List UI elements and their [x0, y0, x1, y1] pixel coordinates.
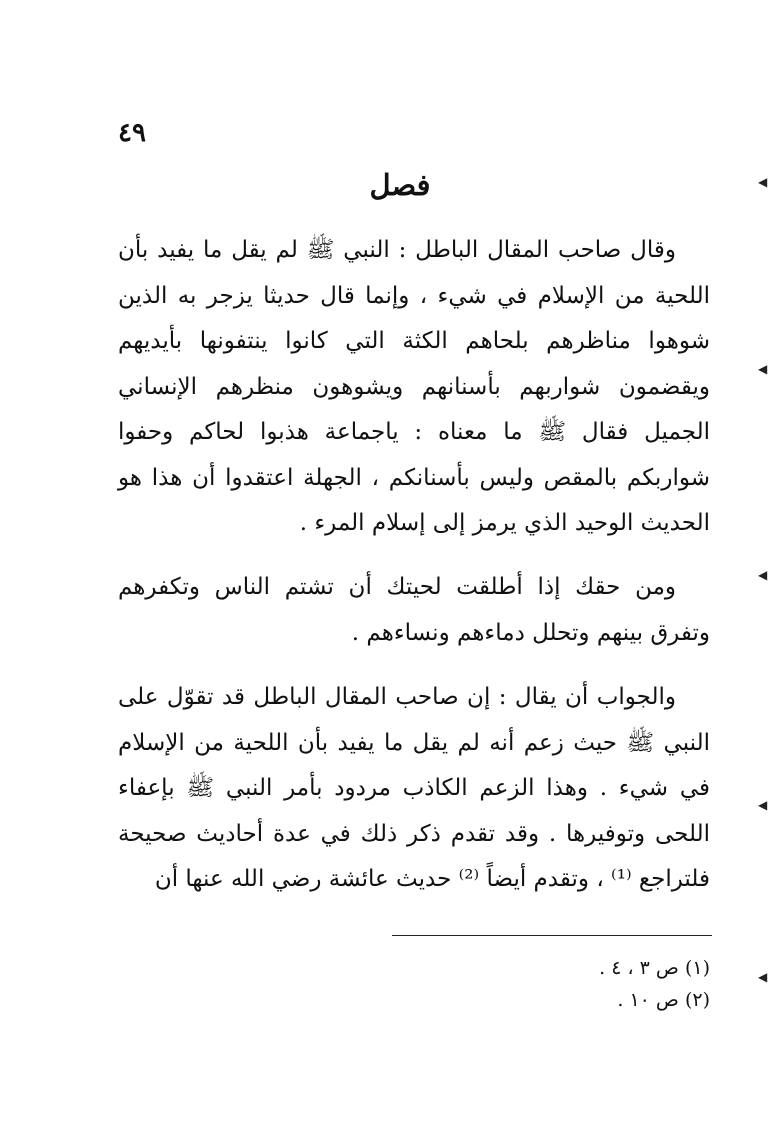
margin-arrow-icon: ◀ — [758, 568, 768, 582]
footnotes — [392, 952, 710, 1016]
paragraph-3 — [118, 675, 710, 903]
footnote-2: (٢) ص ١٠ . — [617, 989, 710, 1011]
footnote-divider — [392, 935, 712, 936]
margin-arrow-icon: ◀ — [758, 970, 768, 984]
page-number: ٤٩ — [118, 118, 146, 148]
paragraph-text: ومن حقك إذا أطلقت لحيتك أن تشتم الناس وتكفرهم وتفرق بينهم وتحلل دماءهم ونساءهم . — [118, 574, 710, 646]
margin-arrow-icon: ◀ — [758, 362, 768, 376]
margin-arrow-icon: ◀ — [758, 175, 768, 189]
paragraph-text: والجواب أن يقال : إن صاحب المقال الباطل قد تقوّل على النبي ﷺ حيث زعم أنه لم يقل ما يفيد بأن اللحية من الإسلام في شيء . وهذا الزعم الكاذب مردود بأمر النبي ﷺ بإعفاء اللحى وتوفيرها . وقد تقدم ذكر ذلك في عدة أحاديث صحيحة فلتراجع ⁽¹⁾ ، وتقدم أيضاً ⁽²⁾ حديث عائشة رضي الله عنها أن — [118, 684, 710, 892]
chapter-title: فصل — [369, 168, 431, 202]
paragraph-2 — [118, 565, 710, 656]
paragraph-1 — [118, 228, 710, 547]
margin-arrow-icon: ◀ — [758, 798, 768, 812]
paragraph-text: وقال صاحب المقال الباطل : النبي ﷺ لم يقل ما يفيد بأن اللحية من الإسلام في شيء ، وإنما قال حديثا يزجر به الذين شوهوا مناظرهم بلحاهم الكثة التي كانوا ينتفونها بأيديهم ويقضمون شواربهم بأسنانهم ويشوهون منظرهم الإنساني الجميل فقال ﷺ ما معناه : ياجماعة هذبوا لحاكم وحفوا شواربكم بالمقص وليس بأسنانكم ، الجهلة اعتقدوا أن هذا هو الحديث الوحيد الذي يرمز إلى إسلام المرء . — [118, 237, 710, 536]
footnote-1: (١) ص ٣ ، ٤ . — [599, 957, 710, 979]
